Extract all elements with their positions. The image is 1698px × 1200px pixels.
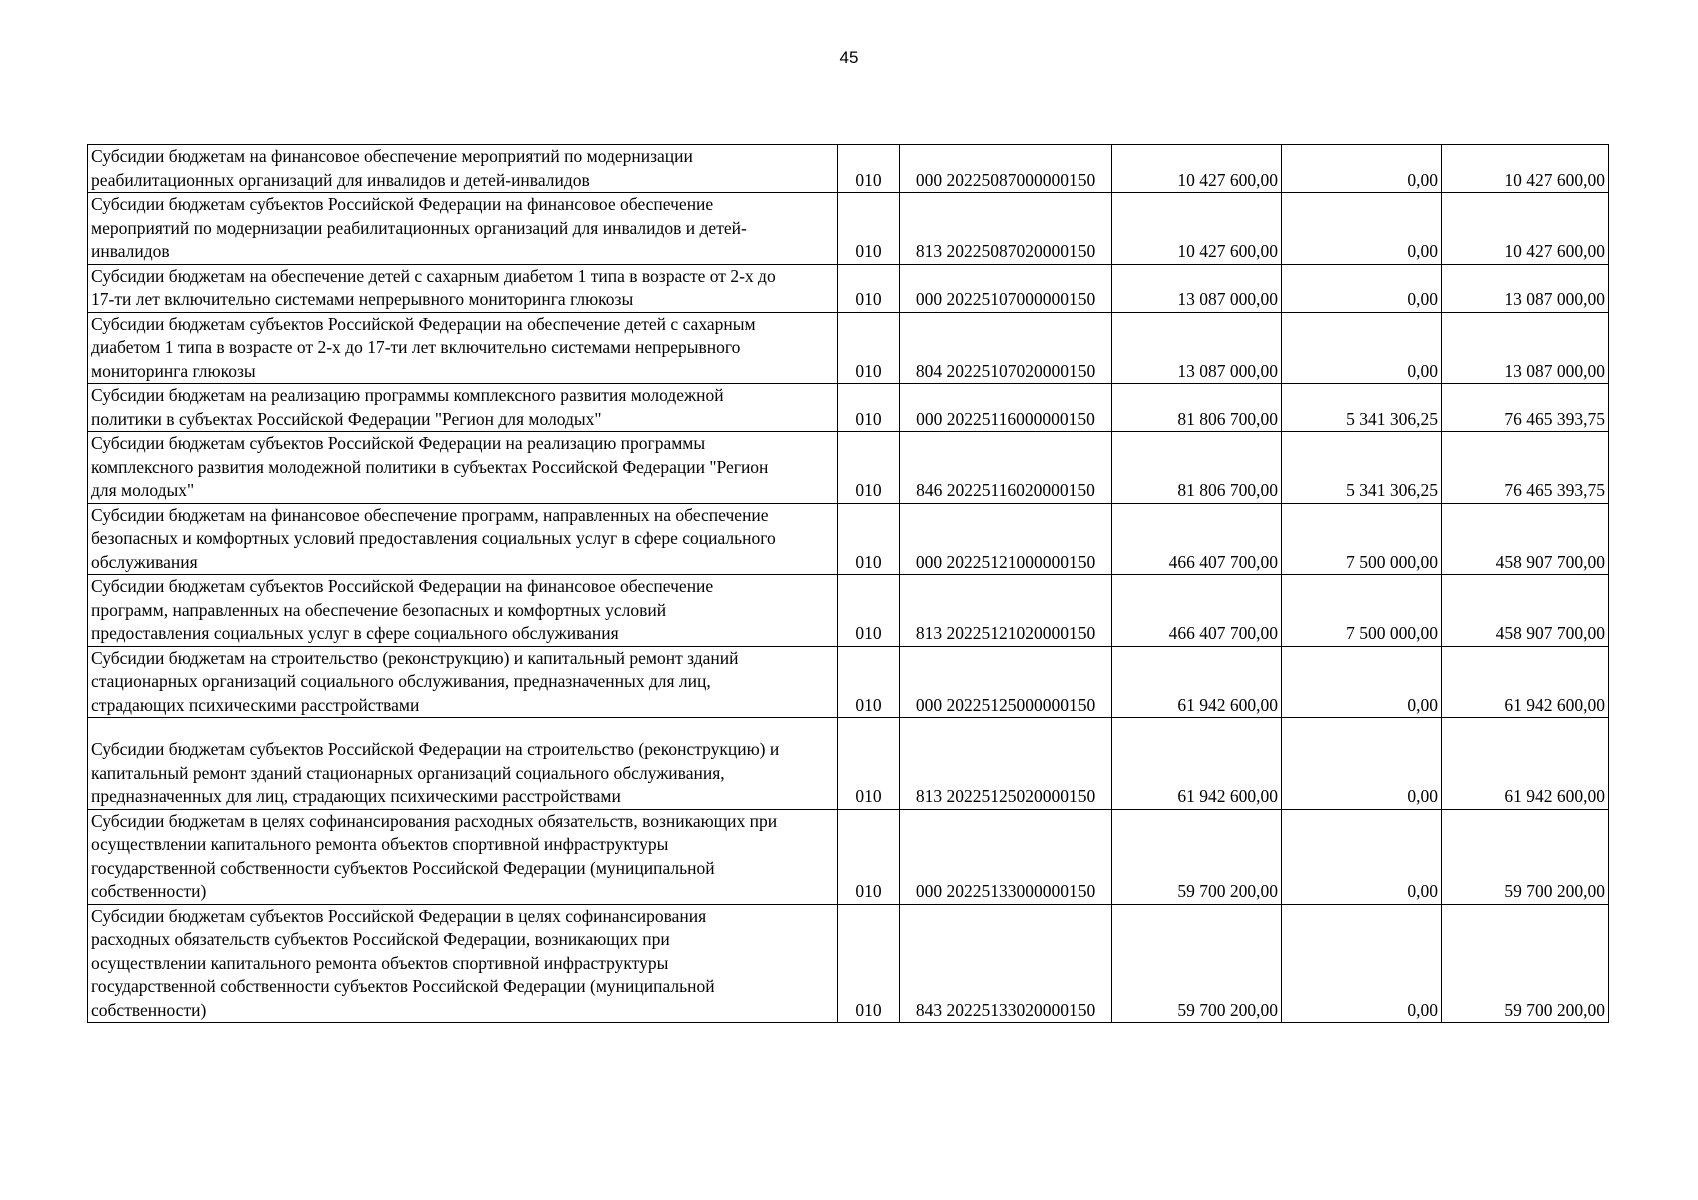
- row-kbk: 813 20225087020000150: [900, 193, 1112, 265]
- budget-table-body: [88, 145, 1609, 1023]
- row-approved: 59 700 200,00: [1112, 904, 1282, 1023]
- row-remaining: 10 427 600,00: [1442, 193, 1609, 265]
- row-name: Субсидии бюджетам на обеспечение детей с сахарным диабетом 1 типа в возрасте от 2-х до 17-ти лет включительно системами непрерывного мониторинга глюкозы: [88, 264, 838, 312]
- row-approved: 59 700 200,00: [1112, 809, 1282, 904]
- row-name: Субсидии бюджетам на реализацию программы комплексного развития молодежной политики в субъектах Российской Федерации "Регион для молодых": [88, 384, 838, 432]
- row-code: 010: [838, 646, 900, 718]
- row-kbk: 000 20225121000000150: [900, 503, 1112, 575]
- row-remaining: 76 465 393,75: [1442, 384, 1609, 432]
- row-approved: 10 427 600,00: [1112, 193, 1282, 265]
- row-approved: 10 427 600,00: [1112, 145, 1282, 193]
- row-remaining: 61 942 600,00: [1442, 646, 1609, 718]
- row-kbk: 804 20225107020000150: [900, 312, 1112, 384]
- row-code: 010: [838, 264, 900, 312]
- row-remaining: 10 427 600,00: [1442, 145, 1609, 193]
- table-row: [88, 145, 1609, 193]
- row-executed: 0,00: [1282, 145, 1442, 193]
- row-executed: 0,00: [1282, 718, 1442, 810]
- row-kbk: 000 20225133000000150: [900, 809, 1112, 904]
- row-kbk: 000 20225107000000150: [900, 264, 1112, 312]
- row-executed: 0,00: [1282, 193, 1442, 265]
- row-remaining: 59 700 200,00: [1442, 904, 1609, 1023]
- row-name: Субсидии бюджетам субъектов Российской Федерации на финансовое обеспечение программ, направленных на обеспечение безопасных и комфортных условий предоставления социальных услуг в сфере социального обслуживания: [88, 575, 838, 647]
- table-row: [88, 809, 1609, 904]
- row-kbk: 843 20225133020000150: [900, 904, 1112, 1023]
- table-row: [88, 312, 1609, 384]
- row-kbk: 813 20225121020000150: [900, 575, 1112, 647]
- row-code: 010: [838, 809, 900, 904]
- row-code: 010: [838, 384, 900, 432]
- row-kbk: 000 20225087000000150: [900, 145, 1112, 193]
- row-name: Субсидии бюджетам субъектов Российской Федерации на реализацию программы комплексного развития молодежной политики в субъектах Российской Федерации "Регион для молодых": [88, 432, 838, 504]
- row-approved: 466 407 700,00: [1112, 503, 1282, 575]
- row-approved: 466 407 700,00: [1112, 575, 1282, 647]
- row-executed: 0,00: [1282, 264, 1442, 312]
- row-kbk: 813 20225125020000150: [900, 718, 1112, 810]
- row-approved: 61 942 600,00: [1112, 646, 1282, 718]
- table-row: [88, 646, 1609, 718]
- table-row: [88, 264, 1609, 312]
- table-row: [88, 384, 1609, 432]
- row-name: Субсидии бюджетам на финансовое обеспечение программ, направленных на обеспечение безопасных и комфортных условий предоставления социальных услуг в сфере социального обслуживания: [88, 503, 838, 575]
- row-code: 010: [838, 432, 900, 504]
- row-kbk: 000 20225125000000150: [900, 646, 1112, 718]
- row-remaining: 458 907 700,00: [1442, 575, 1609, 647]
- row-remaining: 458 907 700,00: [1442, 503, 1609, 575]
- row-code: 010: [838, 904, 900, 1023]
- budget-table: [87, 144, 1609, 1023]
- row-name: Субсидии бюджетам субъектов Российской Федерации на обеспечение детей с сахарным диабетом 1 типа в возрасте от 2-х до 17-ти лет включительно системами непрерывного мониторинга глюкозы: [88, 312, 838, 384]
- row-kbk: 846 20225116020000150: [900, 432, 1112, 504]
- row-executed: 7 500 000,00: [1282, 503, 1442, 575]
- row-kbk: 000 20225116000000150: [900, 384, 1112, 432]
- row-remaining: 76 465 393,75: [1442, 432, 1609, 504]
- page-number: 45: [839, 48, 859, 67]
- row-name: Субсидии бюджетам субъектов Российской Федерации на строительство (реконструкцию) и капитальный ремонт зданий стационарных организаций социального обслуживания, предназначенных для лиц, страдающих психическими расстройствами: [88, 718, 838, 810]
- table-row: [88, 432, 1609, 504]
- row-name: Субсидии бюджетам на строительство (реконструкцию) и капитальный ремонт зданий стационарных организаций социального обслуживания, предназначенных для лиц, страдающих психическими расстройствами: [88, 646, 838, 718]
- row-code: 010: [838, 193, 900, 265]
- table-row: [88, 904, 1609, 1023]
- table-row: [88, 575, 1609, 647]
- row-approved: 61 942 600,00: [1112, 718, 1282, 810]
- row-approved: 81 806 700,00: [1112, 432, 1282, 504]
- row-remaining: 59 700 200,00: [1442, 809, 1609, 904]
- row-executed: 5 341 306,25: [1282, 432, 1442, 504]
- row-executed: 0,00: [1282, 809, 1442, 904]
- row-code: 010: [838, 312, 900, 384]
- table-row: [88, 193, 1609, 265]
- row-code: 010: [838, 718, 900, 810]
- row-name: Субсидии бюджетам в целях софинансирования расходных обязательств, возникающих при осуществлении капитального ремонта объектов спортивной инфраструктуры государственной собственности субъектов Российской Федерации (муниципальной собственности): [88, 809, 838, 904]
- row-executed: 0,00: [1282, 646, 1442, 718]
- row-executed: 0,00: [1282, 312, 1442, 384]
- row-approved: 13 087 000,00: [1112, 312, 1282, 384]
- row-executed: 5 341 306,25: [1282, 384, 1442, 432]
- row-name: Субсидии бюджетам на финансовое обеспечение мероприятий по модернизации реабилитационных организаций для инвалидов и детей-инвалидов: [88, 145, 838, 193]
- row-name: Субсидии бюджетам субъектов Российской Федерации в целях софинансирования расходных обязательств субъектов Российской Федерации, возникающих при осуществлении капитального ремонта объектов спортивной инфраструктуры государственной собственности субъектов Российской Федерации (муниципальной собственности): [88, 904, 838, 1023]
- row-name: Субсидии бюджетам субъектов Российской Федерации на финансовое обеспечение мероприятий по модернизации реабилитационных организаций для инвалидов и детей- инвалидов: [88, 193, 838, 265]
- row-code: 010: [838, 145, 900, 193]
- table-row: [88, 718, 1609, 810]
- row-approved: 81 806 700,00: [1112, 384, 1282, 432]
- row-remaining: 13 087 000,00: [1442, 264, 1609, 312]
- table-row: [88, 503, 1609, 575]
- row-code: 010: [838, 503, 900, 575]
- row-remaining: 13 087 000,00: [1442, 312, 1609, 384]
- row-executed: 0,00: [1282, 904, 1442, 1023]
- row-remaining: 61 942 600,00: [1442, 718, 1609, 810]
- row-approved: 13 087 000,00: [1112, 264, 1282, 312]
- row-code: 010: [838, 575, 900, 647]
- row-executed: 7 500 000,00: [1282, 575, 1442, 647]
